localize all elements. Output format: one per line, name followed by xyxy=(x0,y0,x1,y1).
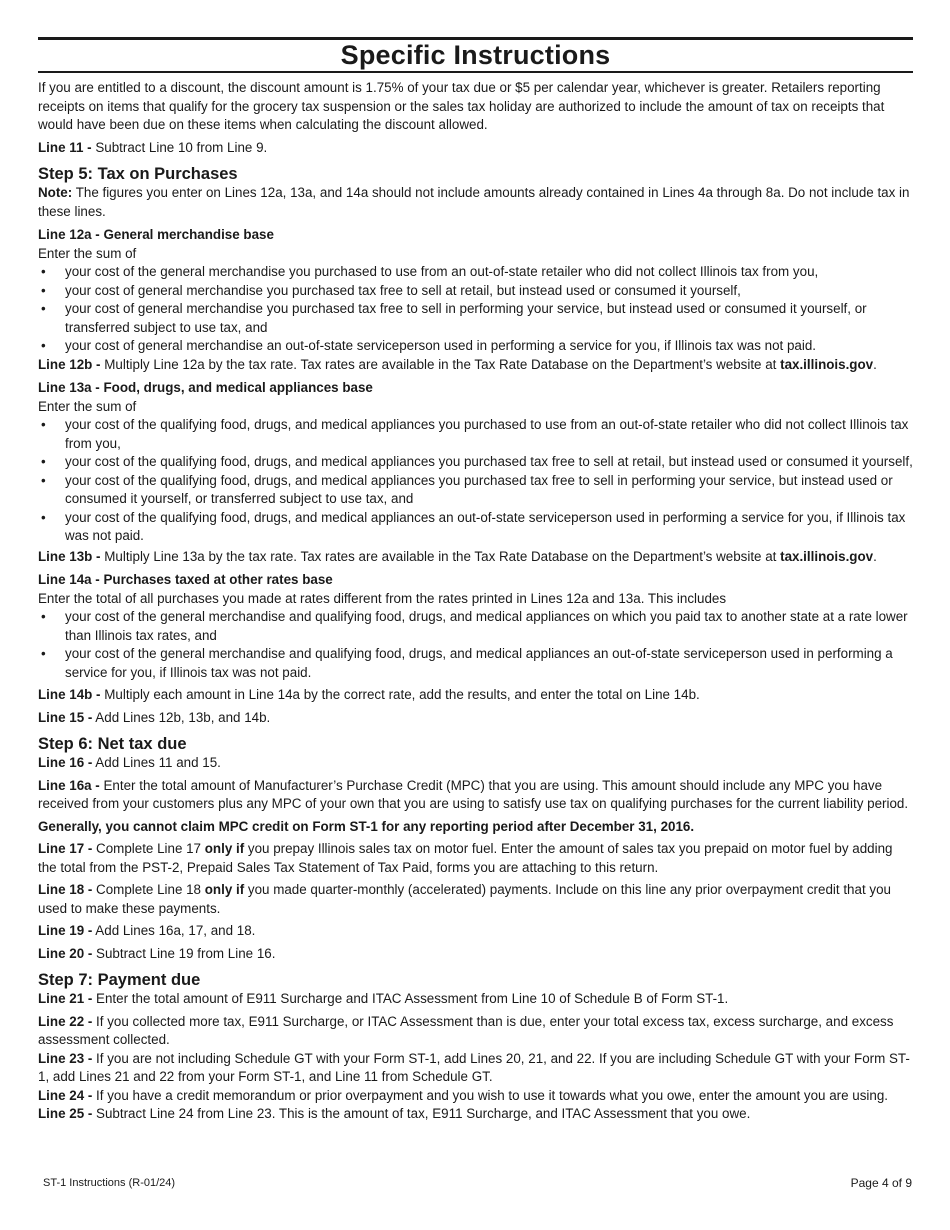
line-15: Line 15 - Add Lines 12b, 13b, and 14b. xyxy=(38,709,271,725)
list-item: • your cost of general merchandise you purchased tax free to sell in performing your service, but instead used or consumed it yourself, or transferred subject to use tax, and xyxy=(41,301,867,335)
line-23: Line 23 - If you are not including Schedule GT with your Form ST-1, add Lines 20, 21, and 22. If you are including Schedule GT with your Form ST-1, add Lines 21 and 22 from your Form ST-1, and Line 11 from Schedule GT. xyxy=(38,1050,910,1084)
line-14a-lead: Enter the total of all purchases you made at rates different from the rates printed in Lines 12a and 13a. This includes xyxy=(38,590,727,606)
line-14b: Line 14b - Multiply each amount in Line 14a by the correct rate, add the results, and enter the total on Line 14b. xyxy=(38,687,700,702)
line-13a-lead: Enter the sum of xyxy=(38,398,137,414)
list-item: • your cost of the general merchandise and qualifying food, drugs, and medical appliances on which you paid tax to another state at a rate lower than Illinois tax rates, and xyxy=(41,609,908,643)
step-5-heading: Step 5: Tax on Purchases xyxy=(38,165,238,183)
line-16a: Line 16a - Enter the total amount of Manufacturer’s Purchase Credit (MPC) that you are using. This amount should include any MPC you have received from your customers plus any MPC of your own that you are using to satisfy use tax on qualifying purchases for the current liability period. xyxy=(38,777,909,811)
list-item: • your cost of the qualifying food, drugs, and medical appliances you purchased tax free to sell in performing your service, but instead used or consumed it yourself, or transferred subject to use tax, and xyxy=(41,472,893,506)
list-item: • your cost of general merchandise an out-of-state serviceperson used in performing a service for you, if Illinois tax was not paid. xyxy=(38,337,913,356)
line-21: Line 21 - Enter the total amount of E911 Surcharge and ITAC Assessment from Line 10 of Schedule B of Form ST-1. xyxy=(38,991,729,1006)
line-label: Line 11 - xyxy=(38,139,92,155)
list-item: • your cost of general merchandise you purchased tax free to sell at retail, but instead used or consumed it yourself, xyxy=(38,282,913,301)
step-5-note: Note: The figures you enter on Lines 12a, 13a, and 14a should not include amounts already contained in Lines 4a through 8a. Do not include tax in these lines. xyxy=(38,185,910,219)
line-19: Line 19 - Add Lines 16a, 17, and 18. xyxy=(38,923,256,938)
bullet-icon: • xyxy=(41,609,46,624)
step-7-heading: Step 7: Payment due xyxy=(38,971,201,989)
page-number: Page 4 of 9 xyxy=(850,1176,912,1190)
line-14a-list xyxy=(38,608,913,682)
line-13a-list xyxy=(38,416,913,546)
bullet-icon: • xyxy=(41,301,46,316)
mpc-notice: Generally, you cannot claim MPC credit on Form ST-1 for any reporting period after December 31, 2016. xyxy=(38,818,695,834)
bullet-icon: • xyxy=(41,646,46,661)
intro-paragraph: If you are entitled to a discount, the discount amount is 1.75% of your tax due or $5 per calendar year, whichever is greater. Retailers reporting receipts on items that qualify for the grocery tax suspension or the sales tax holiday are authorized to include the amount of tax on receipts that would have been due on these items when calculating the discount allowed. xyxy=(38,80,885,132)
bullet-icon: • xyxy=(41,282,46,298)
title-bar xyxy=(38,37,913,73)
line-14a-heading: Line 14a - Purchases taxed at other rates base xyxy=(38,572,333,587)
line-17: Line 17 - Complete Line 17 only if you prepay Illinois sales tax on motor fuel. Enter the amount of sales tax you prepaid on motor fuel by adding the total from the PST-2, Prepaid Sales Tax Statement of Tax Paid, forms you are attaching to this return. xyxy=(38,841,893,875)
list-item: • your cost of the qualifying food, drugs, and medical appliances you purchased to use from an out-of-state retailer who did not collect Illinois tax from you, xyxy=(41,417,909,451)
bullet-icon: • xyxy=(41,338,46,353)
line-12a-heading: Line 12a - General merchandise base xyxy=(38,227,274,242)
list-item: • your cost of the general merchandise you purchased to use from an out-of-state retailer who did not collect Illinois tax from you, xyxy=(38,263,913,282)
line-12b: Line 12b - Multiply Line 12a by the tax rate. Tax rates are available in the Tax Rate Database on the Department’s website at tax.illinois.gov. xyxy=(38,356,877,372)
bullet-icon: • xyxy=(41,472,46,488)
form-id-footer: ST-1 Instructions (R-01/24) xyxy=(43,1177,176,1189)
line-18: Line 18 - Complete Line 18 only if you made quarter-monthly (accelerated) payments. Include on this line any prior overpayment credit that you used to make these payments. xyxy=(38,882,891,916)
line-22: Line 22 - If you collected more tax, E911 Surcharge, or ITAC Assessment than is due, enter your total excess tax, excess surcharge, and excess assessment collected. xyxy=(38,1013,894,1047)
website-link[interactable]: tax.illinois.gov xyxy=(780,356,874,372)
list-item: • your cost of the qualifying food, drugs, and medical appliances an out-of-state serviceperson used in performing a service for you, if Illinois tax was not paid. xyxy=(41,509,906,543)
step-6-heading: Step 6: Net tax due xyxy=(38,735,187,753)
list-item: • your cost of the general merchandise and qualifying food, drugs, and medical appliances an out-of-state serviceperson used in performing a service for you, if Illinois tax was not paid. xyxy=(41,646,893,680)
line-20: Line 20 - Subtract Line 19 from Line 16. xyxy=(38,945,276,961)
bullet-icon: • xyxy=(41,264,46,279)
line-12a-list xyxy=(38,263,913,356)
page-title: Specific Instructions xyxy=(340,40,611,70)
website-link[interactable]: tax.illinois.gov xyxy=(780,548,874,564)
instructions-page xyxy=(38,37,913,1124)
line-13b: Line 13b - Multiply Line 13a by the tax rate. Tax rates are available in the Tax Rate Database on the Department’s website at tax.illinois.gov. xyxy=(38,548,877,564)
bullet-icon: • xyxy=(41,454,46,469)
line-24: Line 24 - If you have a credit memorandum or prior overpayment and you wish to use it towards what you owe, enter the amount you are using. xyxy=(38,1087,888,1103)
line-11: Line 11 - Subtract Line 10 from Line 9. xyxy=(38,139,268,155)
bullet-icon: • xyxy=(41,417,46,432)
line-16: Line 16 - Add Lines 11 and 15. xyxy=(38,755,221,770)
list-item: • your cost of the qualifying food, drugs, and medical appliances you purchased tax free to sell at retail, but instead used or consumed it yourself, xyxy=(38,453,913,472)
line-25: Line 25 - Subtract Line 24 from Line 23. This is the amount of tax, E911 Surcharge, and ITAC Assessment that you owe. xyxy=(38,1106,751,1121)
line-12a-lead: Enter the sum of xyxy=(38,245,137,261)
line-13a-heading: Line 13a - Food, drugs, and medical appliances base xyxy=(38,380,373,395)
bullet-icon: • xyxy=(41,509,46,525)
